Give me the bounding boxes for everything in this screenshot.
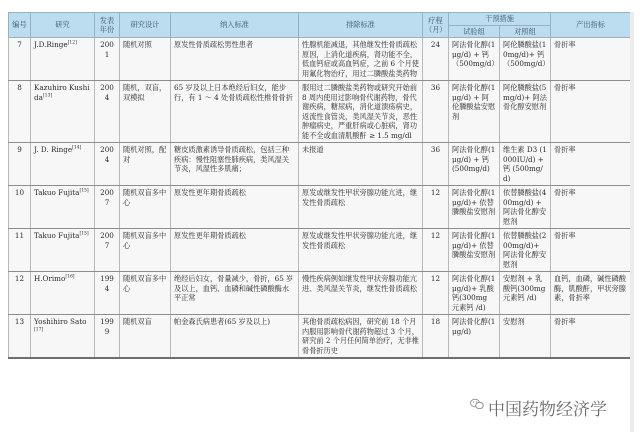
header-control-group: 对照组 <box>500 25 551 38</box>
header-exclusion: 排除标准 <box>299 13 423 38</box>
cell-outcome: 骨折率 <box>551 143 631 186</box>
cell-study: H.Orimo[16] <box>31 272 95 315</box>
cell-trial: 阿法骨化醇(1μg/d)+ 依替膦酸盐安慰剂 <box>449 186 500 229</box>
header-duration: 疗程（月） <box>423 13 449 38</box>
cell-study: Yoshihiro Sato[17] <box>31 315 95 359</box>
wechat-icon <box>470 398 484 410</box>
cell-trial: 阿法骨化醇(1 μg/d) <box>449 315 500 359</box>
cell-id: 8 <box>9 81 31 143</box>
cell-id: 11 <box>9 229 31 272</box>
cell-duration: 36 <box>423 81 449 143</box>
cell-outcome: 骨折率 <box>551 38 631 81</box>
cell-outcome: 骨折率 <box>551 315 631 359</box>
cell-trial: 阿法骨化醇(1μg/d) + 钙(500mg/d) <box>449 143 500 186</box>
table-row <box>9 186 631 229</box>
cell-id: 7 <box>9 38 31 81</box>
cell-inclusion: 糖皮质激素诱导骨质疏松，包括三种疾病：慢性阻塞性肺疾病，类风湿关节炎，风湿性多肌痛； <box>171 143 299 186</box>
cell-trial: 阿法骨化醇(1 μg/d)+ 乳酸钙(300mg 元素钙 /d) <box>449 272 500 315</box>
cell-design: 随机双盲多中心 <box>120 229 171 272</box>
cell-control: 阿伦膦酸盐(5mg/d)+ 阿法骨化醇安慰剂 <box>500 81 551 143</box>
header-trial-group: 试验组 <box>449 25 500 38</box>
cell-outcome: 骨折率 <box>551 229 631 272</box>
cell-control: 依替膦酸盐(200mg/d)+ 阿法骨化醇安慰剂 <box>500 229 551 272</box>
cell-study: Takuo Fujita[15] <box>31 229 95 272</box>
cell-duration: 12 <box>423 272 449 315</box>
table-row <box>9 315 631 359</box>
cell-control: 安慰剂 <box>500 315 551 359</box>
cell-inclusion: 65 岁及以上日本绝经后妇女，能步行，有 1 ～ 4 处骨质疏松性椎骨骨折 <box>171 81 299 143</box>
cell-duration: 18 <box>423 315 449 359</box>
cell-year: 2001 <box>95 38 120 81</box>
header-year: 发表年份 <box>95 13 120 38</box>
header-design: 研究设计 <box>120 13 171 38</box>
cell-exclusion: 慢性疾病例如继发性甲状旁腺功能亢进、类风湿关节炎，继发性骨质疏松 <box>299 272 423 315</box>
cell-exclusion: 其他骨质疏松病因，研究前 18 个月内服用影响骨代谢药物超过 3 个月，研究前 2 个月任何简单治疗，无非椎骨骨折历史 <box>299 315 423 359</box>
cell-trial: 阿法骨化醇(1μg/d) + 阿伦膦酸盐安慰剂 <box>449 81 500 143</box>
cell-outcome: 骨折率 <box>551 81 631 143</box>
cell-design: 随机双盲 <box>120 315 171 359</box>
cell-design: 随机对照，配对 <box>120 143 171 186</box>
cell-study: Takuo Fujita[15] <box>31 186 95 229</box>
cell-id: 12 <box>9 272 31 315</box>
cell-design: 随机，双盲，双模拟 <box>120 81 171 143</box>
cell-study: J.D.Ringe[12] <box>31 38 95 81</box>
watermark-text: 中国药物经济学 <box>488 400 607 420</box>
cell-year: 2007 <box>95 186 120 229</box>
header-row-1 <box>9 13 631 26</box>
cell-study: Kazuhiro Kushida[13] <box>31 81 95 143</box>
cell-exclusion: 服用过二膦酸盐类药物或研究开始前 8 周内使用过影响骨代谢药物，骨代谢疾病，糖尿病，消化道溃疡病史，返流性食管炎，类风湿关节炎，恶性肿瘤病史，严重肝病或心脏病，肾功能不全或血清肌酸酐 ≥ 1.5 mg/dl <box>299 81 423 143</box>
cell-year: 2004 <box>95 81 120 143</box>
cell-year: 2004 <box>95 143 120 186</box>
cell-inclusion: 原发性骨质疏松男性患者 <box>171 38 299 81</box>
cell-year: 2007 <box>95 229 120 272</box>
cell-year: 1999 <box>95 315 120 359</box>
table-row <box>9 272 631 315</box>
cell-duration: 12 <box>423 186 449 229</box>
header-inclusion: 纳入标准 <box>171 13 299 38</box>
cell-design: 随机对照 <box>120 38 171 81</box>
cell-year: 1994 <box>95 272 120 315</box>
cell-inclusion: 帕金森氏病患者(65 岁及以上) <box>171 315 299 359</box>
cell-control: 依替膦酸盐(400mg/d) + 阿法骨化醇安慰剂 <box>500 186 551 229</box>
cell-outcome: 血钙，血磷，碱性磷酸酶，肌酸酐，甲状旁腺素，骨折率 <box>551 272 631 315</box>
cell-duration: 24 <box>423 38 449 81</box>
table-row <box>9 143 631 186</box>
cell-inclusion: 原发性更年期骨质疏松 <box>171 186 299 229</box>
cell-exclusion: 原发或继发性甲状旁腺功能亢进，继发性骨质疏松 <box>299 186 423 229</box>
cell-trial: 阿法骨化醇(1μg/d)+ 依替膦酸盐安慰剂 <box>449 229 500 272</box>
cell-id: 9 <box>9 143 31 186</box>
cell-inclusion: 原发性更年期骨质疏松 <box>171 229 299 272</box>
page-shadow <box>630 12 634 432</box>
header-outcome: 产出指标 <box>551 13 631 38</box>
cell-design: 随机双盲多中心 <box>120 186 171 229</box>
cell-control: 阿伦膦酸盐(10mg/d)+ 钙（500mg/d） <box>500 38 551 81</box>
header-study: 研究 <box>31 13 95 38</box>
cell-duration: 36 <box>423 143 449 186</box>
cell-trial: 阿法骨化醇(1μg/d) + 钙（500mg/d） <box>449 38 500 81</box>
table-row <box>9 81 631 143</box>
document-page <box>8 12 630 359</box>
cell-outcome: 骨折率 <box>551 186 631 229</box>
header-id: 编号 <box>9 13 31 38</box>
table-row <box>9 38 631 81</box>
cell-design: 随机双盲多中心 <box>120 272 171 315</box>
study-table <box>8 12 631 359</box>
cell-control: 安慰剂 + 乳酸钙(300mg 元素钙 /d) <box>500 272 551 315</box>
cell-exclusion: 未报道 <box>299 143 423 186</box>
cell-exclusion: 原发或继发性甲状旁腺功能亢进，继发性骨质疏松 <box>299 229 423 272</box>
cell-exclusion: 性腺机能减退，其他继发性骨质疏松原因，上消化道疾病，肾功能不全，低血钙症或高血钙症，之前 6 个月使用氟化物治疗，用过二膦酸盐类药物 <box>299 38 423 81</box>
cell-id: 13 <box>9 315 31 359</box>
cell-duration: 12 <box>423 229 449 272</box>
table-row <box>9 229 631 272</box>
cell-study: J. D. Ringe[14] <box>31 143 95 186</box>
cell-inclusion: 绝经后妇女，骨量减少，骨折，65 岁及以上，血钙、血磷和碱性磷酸酶水平正常 <box>171 272 299 315</box>
cell-id: 10 <box>9 186 31 229</box>
cell-control: 维生素 D3 (1000IU/d) + 钙 (500mg/d) <box>500 143 551 186</box>
header-intervention: 干预措施 <box>449 13 551 26</box>
